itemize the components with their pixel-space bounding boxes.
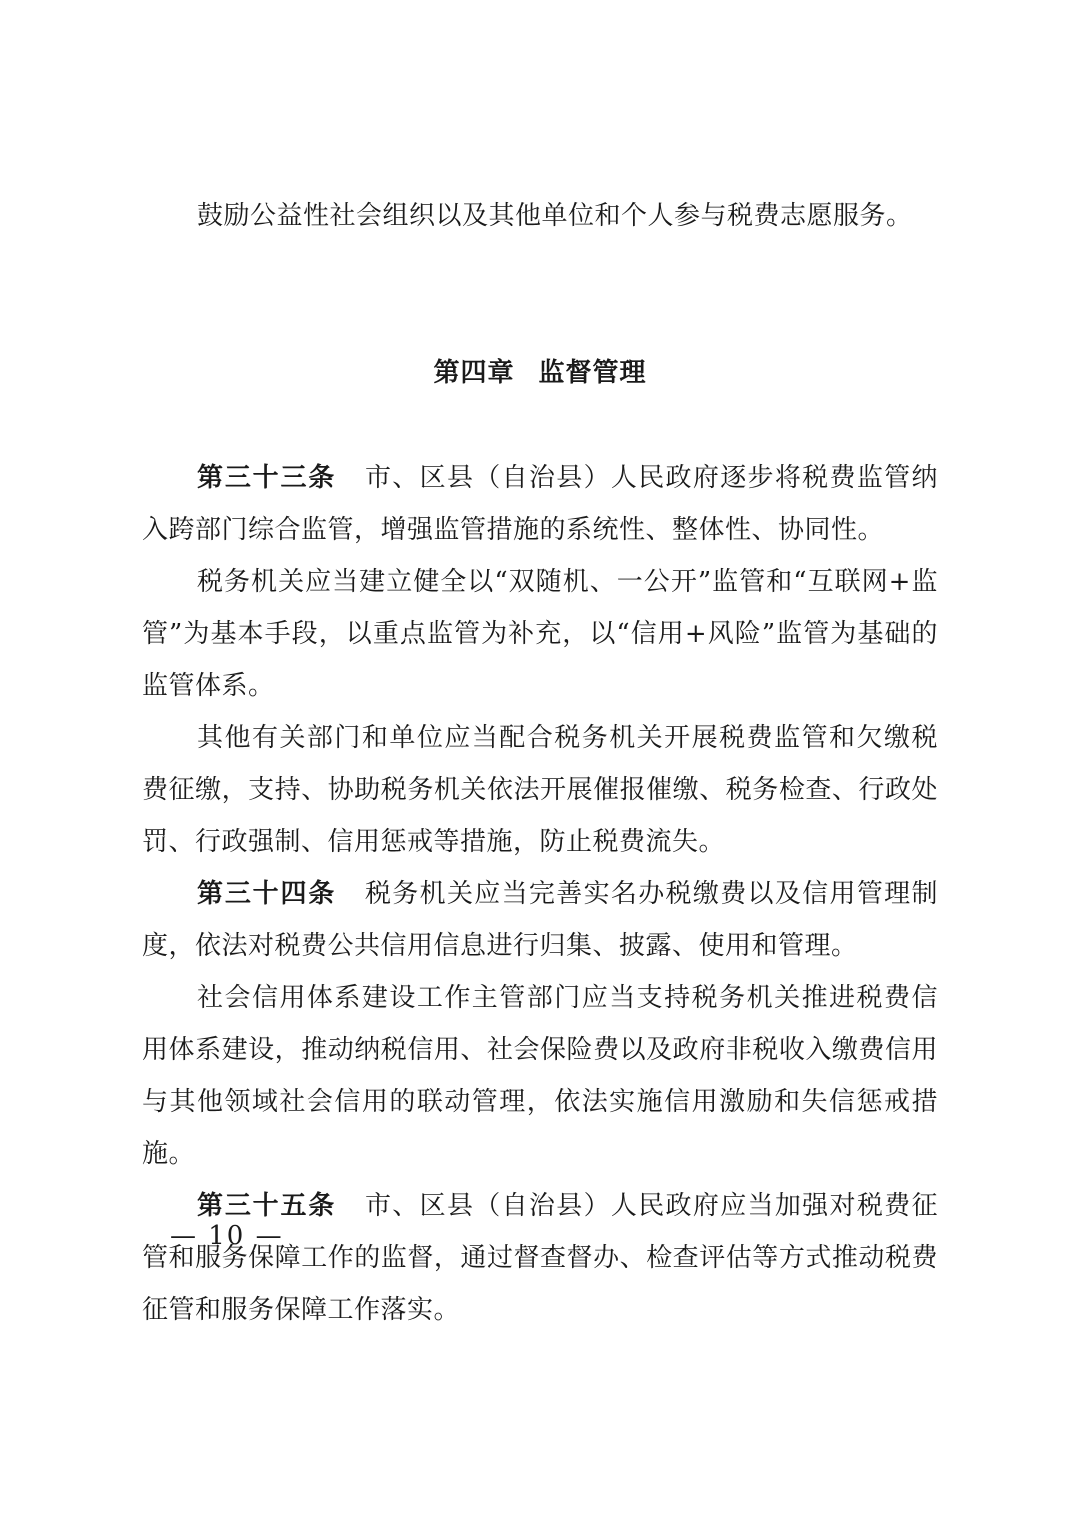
articles-section [142, 452, 938, 1336]
chapter-number: 第四章 [433, 358, 515, 388]
page-number: — 10 — [170, 1221, 284, 1251]
article-34-text-1: 税务机关应当完善实名办税缴费以及信用管理制度，依法对税费公共信用信息进行归集、披露、使用和管理。 [142, 879, 938, 961]
article-33-paragraph-2: 税务机关应当建立健全以“双随机、一公开”监管和“互联网+监管”为基本手段，以重点监管为补充，以“信用+风险”监管为基础的监管体系。 [142, 567, 938, 701]
article-33-label: 第三十三条 [197, 463, 337, 493]
article-35-label: 第三十五条 [197, 1191, 337, 1221]
chapter-heading [142, 347, 938, 399]
article-35-text-1: 市、区县（自治县）人民政府应当加强对税费征管和服务保障工作的监督，通过督查督办、检查评估等方式推动税费征管和服务保障工作落实。 [142, 1191, 938, 1325]
article-33-paragraph-1 [142, 452, 938, 556]
article-33-text-1: 市、区县（自治县）人民政府逐步将税费监管纳入跨部门综合监管，增强监管措施的系统性、整体性、协同性。 [142, 463, 938, 545]
intro-section [142, 190, 938, 242]
article-34-paragraph-2: 社会信用体系建设工作主管部门应当支持税务机关推进税费信用体系建设，推动纳税信用、社会保险费以及政府非税收入缴费信用与其他领域社会信用的联动管理，依法实施信用激励和失信惩戒措施。 [142, 983, 938, 1169]
chapter-title: 监督管理 [538, 358, 647, 388]
intro-paragraph: 鼓励公益性社会组织以及其他单位和个人参与税费志愿服务。 [197, 201, 913, 231]
article-34-label: 第三十四条 [197, 879, 337, 909]
article-34-paragraph-1 [142, 868, 938, 972]
article-35-paragraph-1 [142, 1180, 938, 1336]
article-33-paragraph-3: 其他有关部门和单位应当配合税务机关开展税费监管和欠缴税费征缴，支持、协助税务机关依法开展催报催缴、税务检查、行政处罚、行政强制、信用惩戒等措施，防止税费流失。 [142, 723, 938, 857]
